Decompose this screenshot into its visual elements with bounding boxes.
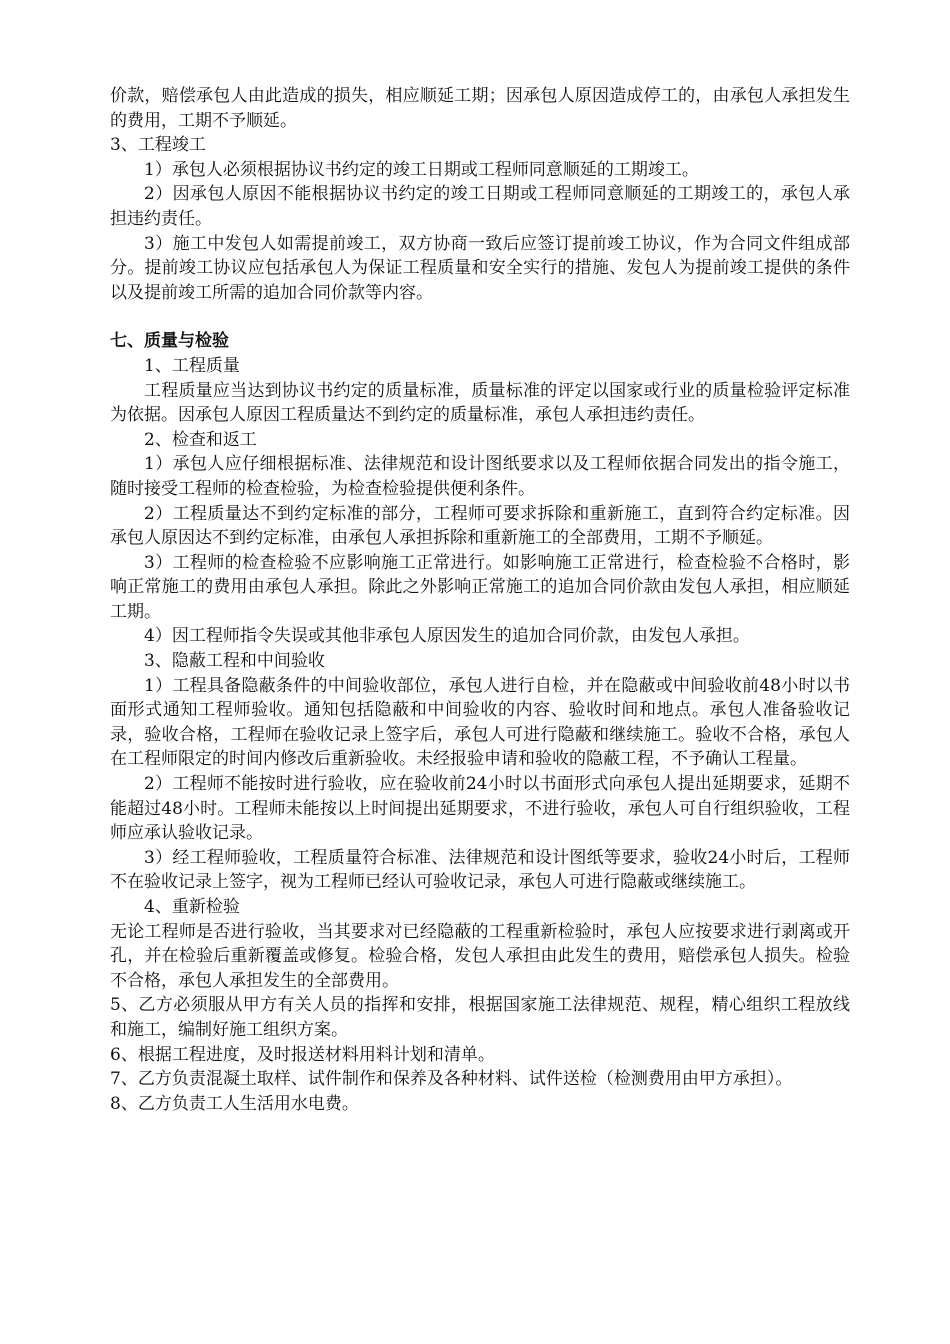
- item-quality-title: 1、工程质量: [144, 355, 240, 376]
- numbered-item-5: 5、乙方必须服从甲方有关人员的指挥和安排，根据国家施工法律规范、规程，精心组织工程放线和施工，编制好施工组织方案。: [110, 995, 850, 1040]
- paragraph-continuation: 价款，赔偿承包人由此造成的损失，相应顺延工期；因承包人原因造成停工的，由承包人承担发生的费用，工期不予顺延。: [110, 86, 850, 131]
- completion-clause-3: 3）施工中发包人如需提前竣工，双方协商一致后应签订提前竣工协议，作为合同文件组成部分。提前竣工协议应包括承包人为保证工程质量和安全实行的措施、发包人为提前竣工提供的条件以及提前竣工所需的追加合同价款等内容。: [110, 233, 850, 303]
- item-concealed-works-title: 3、隐蔽工程和中间验收: [144, 651, 325, 672]
- item-completion-title: 3、工程竣工: [110, 135, 206, 156]
- quality-paragraph: 工程质量应当达到协议书约定的质量标准，质量标准的评定以国家或行业的质量检验评定标准为依据。因承包人原因工程质量达不到约定的质量标准，承包人承担违约责任。: [110, 380, 850, 426]
- completion-clause-2: 2）因承包人原因不能根据协议书约定的竣工日期或工程师同意顺延的工期竣工的，承包人承担违约责任。: [110, 184, 850, 229]
- document-page: [110, 84, 850, 1116]
- item-reinspection-title: 4、重新检验: [144, 897, 240, 917]
- concealed-clause-1: 1）工程具备隐蔽条件的中间验收部位，承包人进行自检，并在隐蔽或中间验收前48小时以书面形式通知工程师验收。通知包括隐蔽和中间验收的内容、验收时间和地点。承包人准备验收记录，验收合格，工程师在验收记录上签字后，承包人可进行隐蔽和继续施工。验收不合格，承包人在工程师限定的时间内修改后重新验收。未经报验申请和验收的隐蔽工程，不予确认工程量。: [110, 675, 850, 770]
- item-inspection-title: 2、检查和返工: [144, 429, 257, 450]
- numbered-item-7: 7、乙方负责混凝土取样、试件制作和保养及各种材料、试件送检（检测费用由甲方承担）。: [110, 1069, 793, 1090]
- inspection-clause-2: 2）工程质量达不到约定标准的部分，工程师可要求拆除和重新施工，直到符合约定标准。因承包人原因达不到约定标准，由承包人承担拆除和重新施工的全部费用，工期不予顺延。: [110, 503, 850, 549]
- inspection-clause-1: 1）承包人应仔细根据标准、法律规范和设计图纸要求以及工程师依据合同发出的指令施工，随时接受工程师的检查检验，为检查检验提供便利条件。: [110, 454, 850, 499]
- inspection-clause-3: 3）工程师的检查检验不应影响施工正常进行。如影响施工正常进行，检查检验不合格时，影响正常施工的费用由承包人承担。除此之外影响正常施工的追加合同价款由发包人承担，相应顺延工期。: [110, 552, 850, 622]
- concealed-clause-2: 2）工程师不能按时进行验收，应在验收前24小时以书面形式向承包人提出延期要求，延期不能超过48小时。工程师未能按以上时间提出延期要求，不进行验收，承包人可自行组织验收，工程师应承认验收记录。: [110, 774, 850, 844]
- section-heading-quality: 七、质量与检验: [110, 331, 229, 352]
- reinspection-paragraph: 无论工程师是否进行验收，当其要求对已经隐蔽的工程重新检验时，承包人应按要求进行剥离或开孔，并在检验后重新覆盖或修复。检验合格，发包人承担由此发生的费用，赔偿承包人损失。检验不合格，承包人承担发生的全部费用。: [110, 921, 850, 991]
- numbered-item-6: 6、根据工程进度，及时报送材料用料计划和清单。: [110, 1044, 495, 1065]
- numbered-item-8: 8、乙方负责工人生活用水电费。: [110, 1093, 359, 1114]
- completion-clause-1: 1）承包人必须根据协议书约定的竣工日期或工程师同意顺延的工期竣工。: [144, 159, 699, 180]
- inspection-clause-4: 4）因工程师指令失误或其他非承包人原因发生的追加合同价款，由发包人承担。: [144, 626, 750, 647]
- concealed-clause-3: 3）经工程师验收，工程质量符合标准、法律规范和设计图纸等要求，验收24小时后，工程师不在验收记录上签字，视为工程师已经认可验收记录，承包人可进行隐蔽或继续施工。: [110, 847, 850, 893]
- section-spacer: [110, 305, 850, 329]
